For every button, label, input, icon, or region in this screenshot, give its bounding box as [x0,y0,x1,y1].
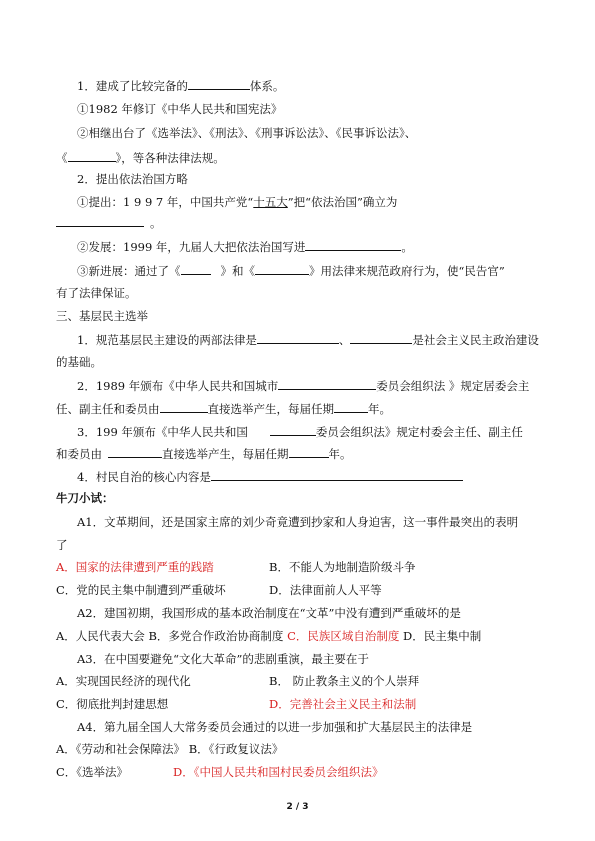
fill-blank [68,149,116,162]
q2-post: 委员会组织法 》规定居委会主 [376,379,530,393]
a1-option-b: B．不能人为地制造阶级斗争 [269,560,416,574]
q1-line [77,331,539,348]
q2-cont-mid: 直接选举产生，每届任期 [207,402,334,416]
a1-option-c: C．党的民主集中制遭到严重破坏 [56,583,226,597]
a3-option-b: B． 防止教条主义的个人崇拜 [269,674,420,688]
period: 。 [401,240,413,254]
q1-mid: 、 [338,333,351,347]
period: 。 [150,216,162,230]
question-a3: A3．在中国要避免“文化大革命”的悲剧重演，最主要在于 [77,652,369,666]
bracket-open: 《 [56,151,68,165]
q3-pre: 3．199 年颁布《中华人民共和国 [77,425,248,439]
item2-sub3-mid: 》和《 [220,264,255,278]
item2-sub2-pre: ②发展：1999 年，九届人大把依法治国写进 [77,240,306,254]
fill-blank [255,262,309,275]
q2-cont [56,400,391,417]
item2-sub1-post: ”把“依法治国”确立为 [287,195,398,209]
fill-blank [211,468,463,481]
q2-line [77,377,529,394]
item1-sub2: ②相继出台了《选举法》、《刑法》、《刑事诉讼法》、《民事诉讼法》、 [77,126,417,140]
a2-option-b: B．多党合作政治协商制度 [148,629,284,643]
item1-sub2-end: 》，等各种法律法规。 [115,151,225,165]
q3-post: 委员会组织法》规定村委会主任、副主任 [315,425,523,439]
a1-option-a: A．国家的法律遭到严重的践踏 [56,560,214,574]
item2-sub3-cont: 有了法律保证。 [56,286,137,300]
question-a1-cont: 了 [56,538,68,552]
a2-option-d: D．民主集中制 [403,629,482,643]
fill-blank [350,331,412,344]
item2-sub2 [77,238,413,255]
a4-option-a: A．《劳动和社会保障法》 [56,742,186,756]
a4-option-b: B．《行政复议法》 [188,742,284,756]
a3-option-c: C．彻底批判封建思想 [56,697,169,711]
item2-sub3-pre: ③新进展：通过了《 [77,264,181,278]
a2-option-c: C．民族区域自治制度 [287,629,400,643]
q4-line [77,468,463,485]
q1-post: 是社会主义民主政治建设 [412,333,539,347]
q2-pre: 2．1989 年颁布《中华人民共和国城市 [77,379,279,393]
item1-sub1: ①1982 年修订《中华人民共和国宪法》 [77,102,283,116]
item2-sub1-cont [56,214,162,231]
fill-blank [278,377,376,390]
question-a1: A1．文革期间，还是国家主席的刘少奇竟遭到抄家和人身迫害，这一事件最突出的表明 [77,515,519,529]
q3-line [77,423,523,440]
q3-cont-mid: 直接选举产生，每届任期 [162,447,289,461]
q3-cont [56,445,352,462]
a2-options [56,628,481,644]
page-number: 2 / 3 [286,802,309,812]
fill-blank [305,238,401,251]
item2-sub3-post: 》用法律来规范政府行为，使“民告官” [309,264,505,278]
fill-blank [188,77,250,90]
section-heading: 三、基层民主选举 [56,309,148,323]
fill-blank [334,400,368,413]
item2-sub1-underlined: 十五大 [253,195,288,209]
q3-cont-pre: 和委员由 [56,447,102,461]
fill-blank [257,331,339,344]
a3-option-d: D．完善社会主义民主和法制 [269,697,417,711]
item1-text: 1．建成了比较完备的 [77,79,188,93]
fill-blank [160,400,208,413]
question-a2: A2．建国初期，我国形成的基本政治制度在“文革”中没有遭到严重破坏的是 [77,606,461,620]
q4-pre: 4．村民自治的核心内容是 [77,470,211,484]
q1-cont: 的基础。 [56,355,102,369]
item2-sub1 [77,194,397,210]
q3-cont-post: 年。 [328,447,352,461]
item2-sub1-pre: ①提出：1 9 9 7 年，中国共产党“ [77,195,254,209]
item2-line: 2．提出依法治国方略 [77,172,188,186]
fill-blank [270,423,316,436]
fill-blank [56,214,144,227]
item2-sub3 [77,262,505,279]
q2-cont-post: 年。 [368,402,391,416]
practice-heading: 牛刀小试： [56,491,114,505]
item1-line [77,77,284,94]
a4-options-ab [56,741,283,757]
fill-blank [181,262,211,275]
a1-option-d: D．法律面前人人平等 [269,583,382,597]
q2-cont-pre: 任、副主任和委员由 [56,402,160,416]
a2-option-a: A．人民代表大会 [56,629,145,643]
question-a4: A4．第九届全国人大常务委员会通过的以进一步加强和扩大基层民主的法律是 [77,720,473,734]
fill-blank [289,445,329,458]
fill-blank [108,445,162,458]
q1-pre: 1．规范基层民主建设的两部法律是 [77,333,257,347]
item1-text-end: 体系。 [249,79,285,93]
item1-sub2-cont [56,149,225,166]
a3-option-a: A．实现国民经济的现代化 [56,674,191,688]
a4-option-d: D．《中国人民共和国村民委员会组织法》 [173,765,384,779]
a4-option-c: C．《选举法》 [56,765,129,779]
